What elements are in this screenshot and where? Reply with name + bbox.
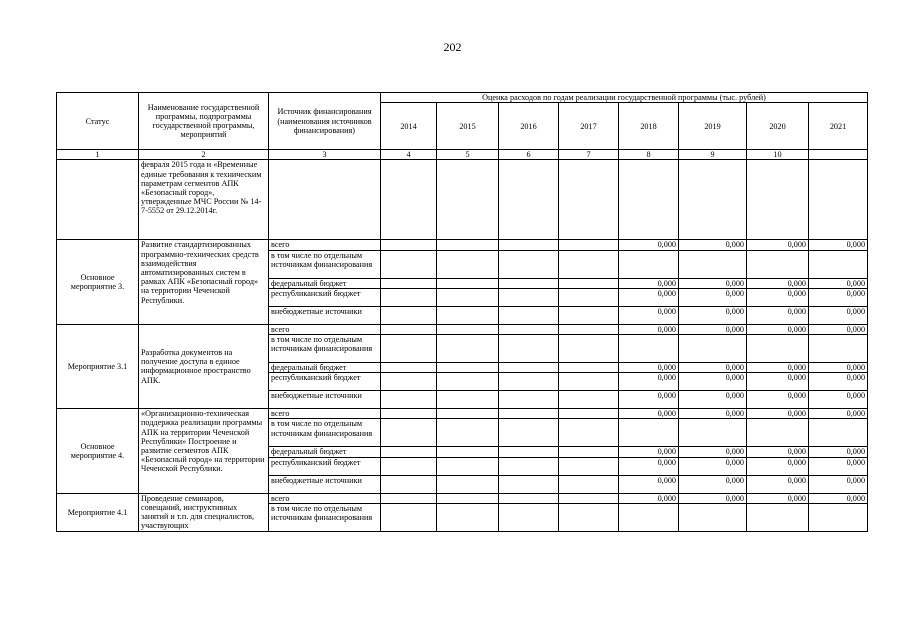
amount-cell <box>499 447 559 457</box>
amount-cell: 0,000 <box>809 493 868 503</box>
header-year: 2019 <box>679 103 747 150</box>
amount-cell: 0,000 <box>809 391 868 409</box>
amount-cell <box>499 324 559 334</box>
header-status: Статус <box>57 93 139 150</box>
column-number: 4 <box>381 150 437 160</box>
funding-source-cell: федеральный бюджет <box>269 278 381 288</box>
amount-cell <box>381 503 437 531</box>
amount-cell <box>499 240 559 250</box>
header-year: 2017 <box>559 103 619 150</box>
status-cell: Основное мероприятие 3. <box>57 240 139 324</box>
amount-cell <box>559 278 619 288</box>
page-number: 202 <box>443 40 462 54</box>
amount-cell <box>437 250 499 278</box>
amount-cell: 0,000 <box>747 447 809 457</box>
amount-cell <box>437 391 499 409</box>
header-year: 2015 <box>437 103 499 150</box>
amount-cell <box>381 362 437 372</box>
amount-cell: 0,000 <box>619 373 679 391</box>
amount-cell <box>381 278 437 288</box>
amount-cell <box>437 447 499 457</box>
amount-cell <box>809 503 868 531</box>
amount-cell: 0,000 <box>809 288 868 306</box>
amount-cell <box>499 334 559 362</box>
column-number: 3 <box>269 150 381 160</box>
amount-cell: 0,000 <box>679 457 747 475</box>
amount-cell <box>499 362 559 372</box>
funding-source-cell: в том числе по отдельным источникам финансирования <box>269 250 381 278</box>
column-number: 2 <box>139 150 269 160</box>
amount-cell: 0,000 <box>747 391 809 409</box>
amount-cell: 0,000 <box>679 447 747 457</box>
funding-source-cell: в том числе по отдельным источникам финансирования <box>269 419 381 447</box>
amount-cell: 0,000 <box>747 457 809 475</box>
amount-cell: 0,000 <box>619 306 679 324</box>
amount-cell: 0,000 <box>809 475 868 493</box>
column-number: 5 <box>437 150 499 160</box>
amount-cell <box>437 362 499 372</box>
amount-cell <box>559 306 619 324</box>
amount-cell <box>499 373 559 391</box>
amount-cell <box>381 493 437 503</box>
amount-cell: 0,000 <box>679 288 747 306</box>
amount-cell <box>679 419 747 447</box>
amount-cell <box>381 373 437 391</box>
amount-cell <box>559 240 619 250</box>
amount-cell <box>437 324 499 334</box>
amount-cell: 0,000 <box>747 288 809 306</box>
header-year: 2020 <box>747 103 809 150</box>
amount-cell <box>559 419 619 447</box>
funding-source-cell: всего <box>269 493 381 503</box>
amount-cell: 0,000 <box>679 324 747 334</box>
amount-cell <box>499 391 559 409</box>
amount-cell: 0,000 <box>747 493 809 503</box>
funding-source-cell: всего <box>269 409 381 419</box>
amount-cell: 0,000 <box>619 391 679 409</box>
amount-cell <box>437 334 499 362</box>
amount-cell: 0,000 <box>679 409 747 419</box>
measure-name-cell: Разработка документов на получение доступа в единое информационное пространство АПК. <box>139 324 269 408</box>
amount-cell <box>437 475 499 493</box>
measure-name-cell: «Организационно-техническая поддержка реализации программы АПК на территории Чеченской Республики» Построение и развитие сегментов АПК «Безопасный город» на территории Чеченской Республики. <box>139 409 269 493</box>
amount-cell: 0,000 <box>619 324 679 334</box>
amount-cell: 0,000 <box>747 362 809 372</box>
amount-cell <box>747 250 809 278</box>
amount-cell <box>559 457 619 475</box>
amount-cell: 0,000 <box>619 278 679 288</box>
amount-cell <box>559 391 619 409</box>
amount-cell <box>381 334 437 362</box>
amount-cell: 0,000 <box>809 324 868 334</box>
amount-cell <box>381 250 437 278</box>
amount-cell: 0,000 <box>679 373 747 391</box>
amount-cell <box>559 362 619 372</box>
amount-cell <box>437 240 499 250</box>
amount-cell: 0,000 <box>619 493 679 503</box>
amount-cell: 0,000 <box>619 457 679 475</box>
column-number: 7 <box>559 150 619 160</box>
amount-cell: 0,000 <box>619 288 679 306</box>
continuation-name: февраля 2015 года и «Временные единые требования к техническим параметрам сегментов АПК «Безопасный город», утвержденные МЧС России № 14-7-5552 от 29.12.2014г. <box>139 160 269 240</box>
column-number: 10 <box>747 150 809 160</box>
amount-cell <box>381 324 437 334</box>
amount-cell <box>437 306 499 324</box>
header-name: Наименование государственной программы, подпрограммы государственной программы, мероприятий <box>139 93 269 150</box>
amount-cell: 0,000 <box>747 475 809 493</box>
amount-cell: 0,000 <box>619 447 679 457</box>
amount-cell <box>381 409 437 419</box>
header-source: Источник финансирования (наименования источников финансирования) <box>269 93 381 150</box>
amount-cell: 0,000 <box>747 306 809 324</box>
funding-source-cell: внебюджетные источники <box>269 475 381 493</box>
amount-cell: 0,000 <box>809 306 868 324</box>
amount-cell <box>559 409 619 419</box>
amount-cell: 0,000 <box>809 447 868 457</box>
table-row <box>57 240 868 250</box>
amount-cell <box>437 457 499 475</box>
funding-source-cell: республиканский бюджет <box>269 373 381 391</box>
amount-cell <box>381 447 437 457</box>
amount-cell <box>437 493 499 503</box>
table-row <box>57 493 868 503</box>
amount-cell: 0,000 <box>809 409 868 419</box>
funding-source-cell: республиканский бюджет <box>269 288 381 306</box>
amount-cell <box>559 447 619 457</box>
funding-source-cell: республиканский бюджет <box>269 457 381 475</box>
header-year: 2018 <box>619 103 679 150</box>
amount-cell: 0,000 <box>679 391 747 409</box>
continuation-status-cell <box>57 160 139 240</box>
amount-cell: 0,000 <box>679 362 747 372</box>
amount-cell <box>559 493 619 503</box>
funding-source-cell: федеральный бюджет <box>269 447 381 457</box>
amount-cell <box>499 457 559 475</box>
amount-cell <box>679 503 747 531</box>
amount-cell <box>437 278 499 288</box>
amount-cell <box>499 419 559 447</box>
amount-cell: 0,000 <box>619 362 679 372</box>
amount-cell: 0,000 <box>679 278 747 288</box>
amount-cell <box>619 250 679 278</box>
header-year: 2021 <box>809 103 868 150</box>
amount-cell: 0,000 <box>809 278 868 288</box>
column-number <box>809 150 868 160</box>
column-number: 9 <box>679 150 747 160</box>
amount-cell <box>559 334 619 362</box>
amount-cell: 0,000 <box>809 373 868 391</box>
measure-name-cell: Развитие стандартизированных программно-технических средств взаимодействия автоматизированных систем в рамках АПК «Безопасный город» на территории Чеченской Республики. <box>139 240 269 324</box>
amount-cell: 0,000 <box>747 278 809 288</box>
amount-cell <box>437 373 499 391</box>
amount-cell: 0,000 <box>679 493 747 503</box>
amount-cell: 0,000 <box>679 475 747 493</box>
amount-cell: 0,000 <box>809 457 868 475</box>
amount-cell <box>747 334 809 362</box>
amount-cell <box>437 419 499 447</box>
amount-cell <box>381 457 437 475</box>
amount-cell: 0,000 <box>747 373 809 391</box>
header-estimate: Оценка расходов по годам реализации государственной программы (тыс. рублей) <box>381 93 868 103</box>
funding-source-cell: внебюджетные источники <box>269 306 381 324</box>
status-cell: Мероприятие 3.1 <box>57 324 139 408</box>
header-year: 2014 <box>381 103 437 150</box>
funding-source-cell: федеральный бюджет <box>269 362 381 372</box>
amount-cell <box>559 324 619 334</box>
amount-cell <box>381 306 437 324</box>
amount-cell <box>559 373 619 391</box>
amount-cell <box>809 334 868 362</box>
funding-source-cell: в том числе по отдельным источникам финансирования <box>269 503 381 531</box>
amount-cell <box>747 419 809 447</box>
amount-cell <box>381 240 437 250</box>
amount-cell <box>679 250 747 278</box>
amount-cell <box>381 475 437 493</box>
column-number: 6 <box>499 150 559 160</box>
amount-cell <box>619 419 679 447</box>
amount-cell <box>381 288 437 306</box>
funding-source-cell: всего <box>269 324 381 334</box>
amount-cell: 0,000 <box>809 362 868 372</box>
amount-cell <box>679 334 747 362</box>
amount-cell: 0,000 <box>619 240 679 250</box>
amount-cell <box>559 503 619 531</box>
amount-cell <box>499 475 559 493</box>
measure-name-cell: Проведение семинаров, совещаний, инструктивных занятий и т.п. для специалистов, участвующих <box>139 493 269 531</box>
amount-cell: 0,000 <box>809 240 868 250</box>
header-year: 2016 <box>499 103 559 150</box>
amount-cell: 0,000 <box>679 306 747 324</box>
funding-source-cell: всего <box>269 240 381 250</box>
amount-cell: 0,000 <box>747 409 809 419</box>
amount-cell <box>499 503 559 531</box>
status-cell: Основное мероприятие 4. <box>57 409 139 493</box>
status-cell: Мероприятие 4.1 <box>57 493 139 531</box>
column-number: 1 <box>57 150 139 160</box>
amount-cell: 0,000 <box>679 240 747 250</box>
amount-cell <box>437 288 499 306</box>
amount-cell <box>619 503 679 531</box>
amount-cell <box>437 503 499 531</box>
amount-cell: 0,000 <box>747 324 809 334</box>
amount-cell <box>809 419 868 447</box>
amount-cell <box>559 475 619 493</box>
amount-cell <box>809 250 868 278</box>
amount-cell: 0,000 <box>619 475 679 493</box>
amount-cell <box>499 306 559 324</box>
amount-cell <box>381 391 437 409</box>
column-number: 8 <box>619 150 679 160</box>
amount-cell <box>559 250 619 278</box>
amount-cell: 0,000 <box>747 240 809 250</box>
funding-source-cell: в том числе по отдельным источникам финансирования <box>269 334 381 362</box>
amount-cell <box>499 493 559 503</box>
amount-cell <box>437 409 499 419</box>
amount-cell: 0,000 <box>619 409 679 419</box>
amount-cell <box>499 288 559 306</box>
amount-cell <box>559 288 619 306</box>
amount-cell <box>499 409 559 419</box>
amount-cell <box>381 419 437 447</box>
amount-cell <box>747 503 809 531</box>
amount-cell <box>619 334 679 362</box>
table-row <box>57 324 868 334</box>
funding-source-cell: внебюджетные источники <box>269 391 381 409</box>
table-row <box>57 409 868 419</box>
budget-table <box>56 92 868 532</box>
amount-cell <box>499 250 559 278</box>
amount-cell <box>499 278 559 288</box>
